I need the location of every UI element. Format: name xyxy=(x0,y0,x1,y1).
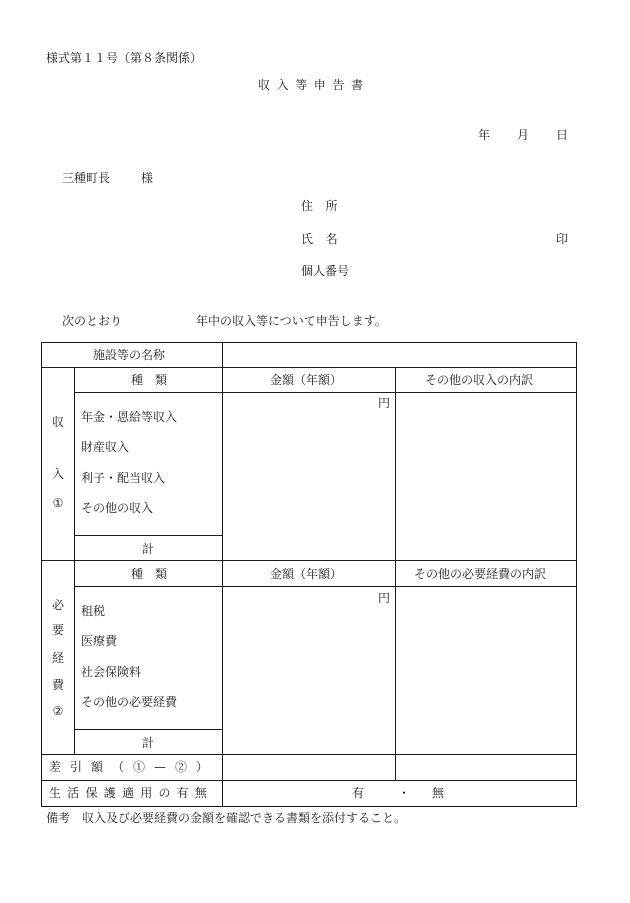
row-divider xyxy=(41,560,577,561)
expense-item: その他の必要経費 xyxy=(81,695,178,709)
row-divider xyxy=(41,780,577,781)
income-item: 年金・恩給等収入 xyxy=(81,410,178,424)
name-label: 氏名 xyxy=(301,232,351,246)
income-total-label: 計 xyxy=(142,542,155,556)
expense-total-label: 計 xyxy=(142,736,155,750)
expense-side-label-1: 必 xyxy=(51,598,64,612)
expense-side-label-5: ② xyxy=(52,704,64,718)
expense-detail-header: その他の必要経費の内訳 xyxy=(414,567,547,581)
expense-side-label-4: 費 xyxy=(51,678,64,692)
income-item: その他の収入 xyxy=(81,501,154,515)
col-divider xyxy=(74,367,75,755)
welfare-status-label: 生活保護適用の有無 xyxy=(49,786,214,800)
expense-side-label-3: 経 xyxy=(51,651,64,665)
row-divider xyxy=(74,586,577,587)
date-year-label: 年 xyxy=(478,128,491,142)
welfare-option-no: 無 xyxy=(432,786,445,800)
expense-item: 医療費 xyxy=(81,634,118,648)
table-border-bottom xyxy=(41,806,577,807)
table-border-left xyxy=(41,342,42,807)
welfare-option-separator: ・ xyxy=(398,786,411,800)
expense-item: 社会保険料 xyxy=(81,665,142,679)
addressee-honorific: 様 xyxy=(141,171,154,185)
facility-name-label: 施設等の名称 xyxy=(93,348,166,362)
table-border-right xyxy=(576,342,577,807)
form-number: 様式第１１号（第８条関係） xyxy=(46,51,203,65)
document-title: 収入等申告書 xyxy=(258,78,370,92)
addressee-name: 三種町長 xyxy=(62,171,111,185)
table-border-top xyxy=(41,342,577,343)
address-label: 住所 xyxy=(301,199,351,213)
expense-side-label-2: 要 xyxy=(51,623,64,637)
income-item: 利子・配当収入 xyxy=(81,471,166,485)
expense-amount-header: 金額（年額） xyxy=(270,567,343,581)
intro-prefix: 次のとおり xyxy=(62,314,123,328)
income-item: 財産収入 xyxy=(81,440,130,454)
row-divider xyxy=(74,729,222,730)
income-side-label-2: 入 xyxy=(51,467,64,481)
col-divider xyxy=(395,367,396,781)
income-side-label-1: 収 xyxy=(51,415,64,429)
welfare-option-yes: 有 xyxy=(352,786,365,800)
date-day-label: 日 xyxy=(556,128,569,142)
col-divider xyxy=(222,342,223,807)
expense-type-header: 種 類 xyxy=(131,567,168,581)
expense-item: 租税 xyxy=(81,604,106,618)
difference-label: 差引額（①—②） xyxy=(49,760,218,774)
income-yen-unit: 円 xyxy=(378,396,391,410)
income-type-header: 種 類 xyxy=(131,373,168,387)
personal-number-label: 個人番号 xyxy=(301,264,350,278)
income-amount-header: 金額（年額） xyxy=(270,373,343,387)
row-divider xyxy=(41,367,577,368)
remarks-note: 備考 収入及び必要経費の金額を確認できる書類を添付すること。 xyxy=(46,811,407,825)
intro-suffix: 年中の収入等について申告します。 xyxy=(196,314,387,328)
income-detail-header: その他の収入の内訳 xyxy=(425,373,534,387)
date-month-label: 月 xyxy=(517,128,530,142)
row-divider xyxy=(74,392,577,393)
expense-yen-unit: 円 xyxy=(378,591,391,605)
row-divider xyxy=(74,535,222,536)
income-side-label-3: ① xyxy=(52,496,64,510)
row-divider xyxy=(41,754,577,755)
seal-mark: 印 xyxy=(556,232,569,246)
income-declaration-table xyxy=(41,342,577,808)
